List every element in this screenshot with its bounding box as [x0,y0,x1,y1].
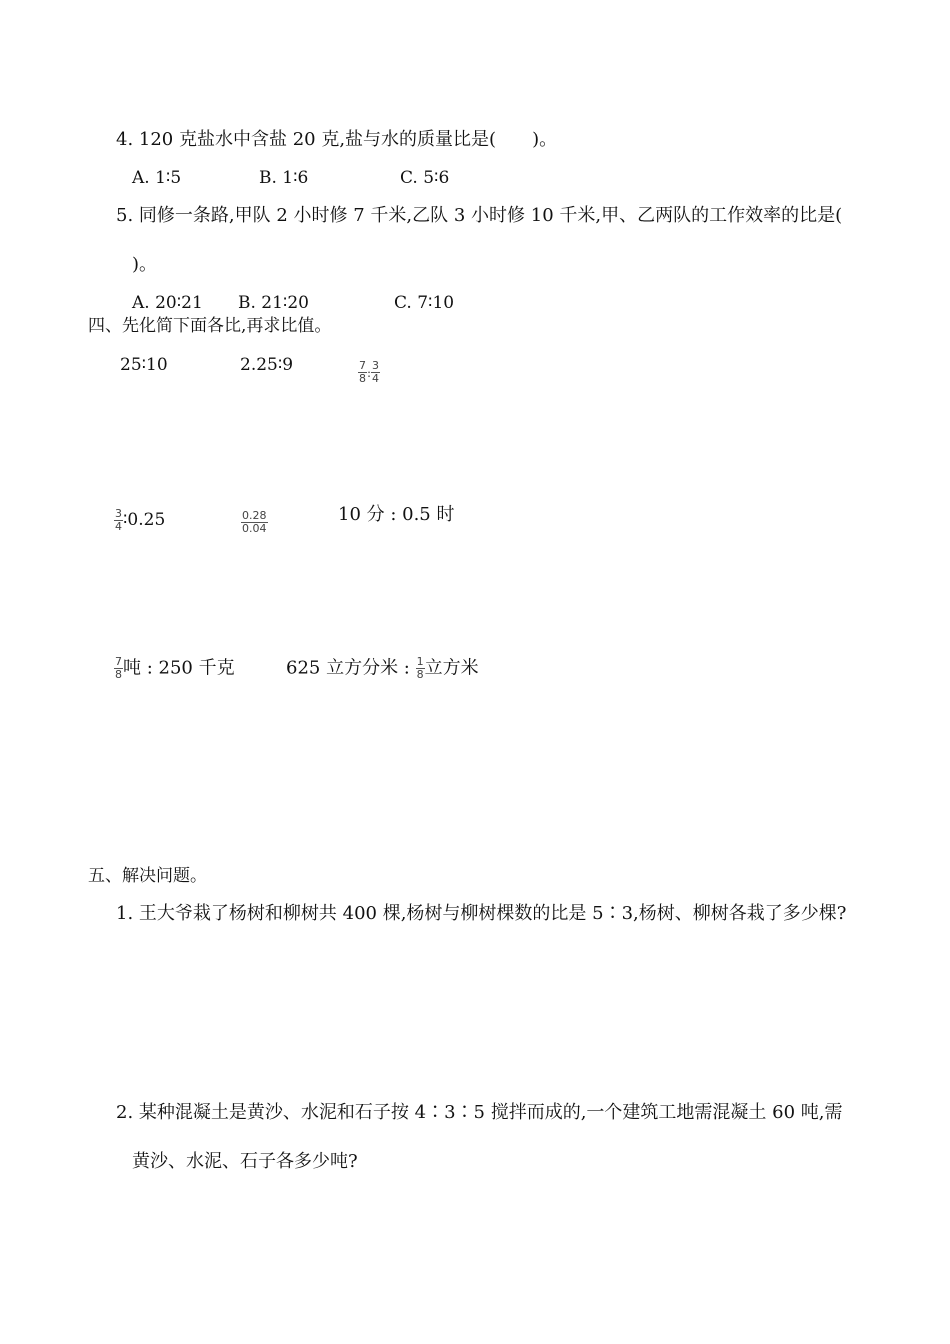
fraction-denominator: 8 [359,372,366,386]
section5-title: 五、解决问题。 [88,866,207,886]
ratio-expr-4 [114,508,165,533]
fraction [371,360,380,385]
fraction-denominator: 8 [416,668,424,682]
ratio-suffix: 立方米 [424,657,479,679]
fraction-numerator: 3 [115,507,122,520]
ratio-expr-5 [241,510,268,535]
fraction [416,656,425,681]
ratio-colon: : [367,366,372,381]
fraction [114,656,123,681]
ratio-rest: ∶0.25 [123,510,166,531]
fraction-denominator: 8 [115,668,122,682]
problem-2-text-line1: 2. 某种混凝土是黄沙、水泥和石子按 4∶3∶5 搅拌而成的,一个建筑工地需混凝土 60 吨,需 [116,1102,843,1123]
q5-option-c: C. 7∶10 [394,293,455,313]
ratio-expr-2: 2.25∶9 [240,355,294,375]
fraction-denominator: 4 [115,520,122,534]
ratio-expr-1: 25∶10 [120,355,168,375]
fraction-numerator: 7 [115,655,122,668]
q4-option-b: B. 1∶6 [259,168,309,188]
fraction-denominator: 4 [372,372,380,386]
fraction-numerator: 3 [372,359,380,372]
fraction-numerator: 7 [359,359,366,372]
q5-option-a: A. 20∶21 [132,293,203,313]
q4-text: 4. 120 克盐水中含盐 20 克,盐与水的质量比是( )。 [116,129,558,150]
ratio-expr-3 [358,360,380,385]
ratio-prefix: 625 立方分米 : [286,657,416,679]
fraction [114,508,123,533]
problem-1-text: 1. 王大爷栽了杨树和柳树共 400 棵,杨树与柳树棵数的比是 5∶3,杨树、柳树各栽了多少棵? [116,903,847,924]
fraction [241,510,268,535]
section4-title: 四、先化简下面各比,再求比值。 [88,316,332,336]
q4-option-a: A. 1∶5 [132,168,182,188]
ratio-expr-8 [286,656,479,681]
fraction-denominator: 0.04 [242,522,267,536]
problem-2-text-line2: 黄沙、水泥、石子各多少吨? [132,1151,358,1172]
q5-text-line1: 5. 同修一条路,甲队 2 小时修 7 千米,乙队 3 小时修 10 千米,甲、乙两队的工作效率的比是( [116,205,843,226]
q5-text-line2: )。 [132,254,158,275]
q4-option-c: C. 5∶6 [400,168,450,188]
fraction [358,360,367,385]
fraction-numerator: 1 [416,655,424,668]
ratio-expr-7 [114,656,235,681]
ratio-expr-6: 10 分 : 0.5 时 [338,504,455,525]
q5-option-b: B. 21∶20 [238,293,309,313]
fraction-numerator: 0.28 [242,509,267,522]
ratio-rest: 吨 : 250 千克 [123,657,235,679]
